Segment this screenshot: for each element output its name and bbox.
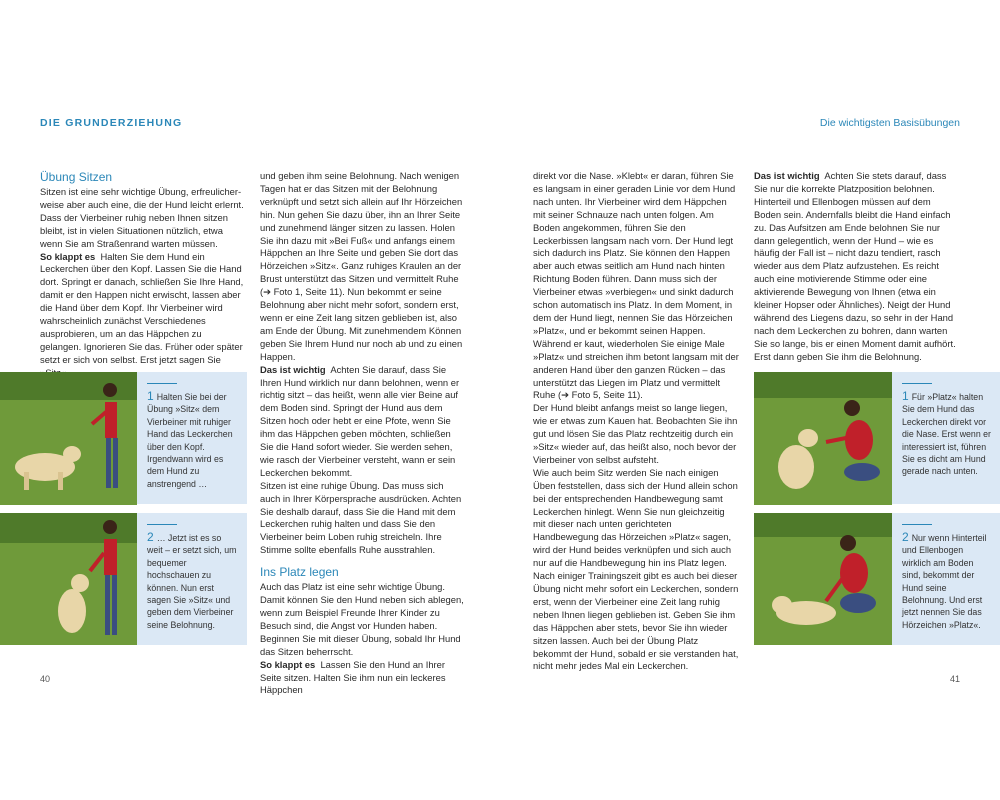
caption-text: … Jetzt ist es so weit – er setzt sich, um bequemer hochschauen zu können. Nun erst sagen Sie »Sitz« und geben dem Vierbeiner seine Belohnung. — [147, 533, 237, 630]
section-header: Die wichtigsten Basisübungen — [819, 117, 960, 129]
photo-sit-2 — [0, 513, 137, 645]
paragraph-lead: So klappt es — [40, 250, 96, 262]
caption-rule — [902, 524, 932, 525]
paragraph: Sitzen ist eine sehr wichtige Übung, erfreulicher-weise aber auch eine, die der Hund leicht erlernt. Dass der Vierbeiner ruhig neben Ihnen sitzen bleibt, ist in vielen Situationen nützlich, etwa wenn Sie am Straßenrand warten müssen. — [40, 186, 244, 249]
paragraph-text: Achten Sie stets darauf, dass Sie nur die korrekte Platzposition belohnen. Hinterteil und Ellenbogen müssen auf dem Boden sein. Andernfalls bleibt die Hand einfach zu. Das Aufsitzen am Ende belohnen Sie nur dann gelegentlich, wenn der Hund – wie es häufig der Fall ist – nicht dazu tendiert, rasch wieder aus dem Platz aufzustehen. Es reicht auch eine motivierende Stimme oder eine aktivierende Bewegung von Ihnen (etwa ein kleiner Hopser oder Ähnliches). Neigt der Hund während des Liegens dazu, so sehr in der Hand nach dem Leckerchen zu bohren, dann warten Sie so lange, bis er einen Moment damit aufhört. Erst dann geben Sie ihm die Belohnung. — [754, 170, 956, 362]
paragraph-lead: So klappt es — [260, 658, 316, 670]
paragraph: Auch das Platz ist eine sehr wichtige Übung. Damit können Sie den Hund neben sich ablegen, wenn zum Beispiel Freunde Ihrer Kinder zu Besuch sind, die Angst vor Hunden haben. Beginnen Sie mit dieser Übung, sobald Ihr Hund das Sitzen beherrscht. — [260, 581, 464, 657]
text-column-4 — [754, 170, 960, 364]
text-column-1 — [40, 170, 244, 380]
paragraph: Der Hund bleibt anfangs meist so lange liegen, wie er etwas zum Kauen hat. Beobachten Sie ihn gut und lösen Sie das Platz rechtzeitig durch ein »Sitz« wieder auf, das heißt also, noch bevor der Vierbeiner von selbst aufsteht. — [533, 402, 738, 465]
caption-text: Für »Platz« halten Sie dem Hund das Leckerchen direkt vor die Nase. Erst wenn er interessiert ist, führen Sie es dicht am Hund gerade nach unten. — [902, 392, 991, 477]
photo-caption-1 — [137, 372, 247, 504]
paragraph — [40, 251, 244, 380]
photo-caption-3 — [892, 372, 1000, 504]
paragraph-text: Halten Sie dem Hund ein Leckerchen über den Kopf. Lassen Sie die Hand dort. Springt er danach, schließen Sie Ihre Hand, damit er den Happen nicht erwischt, lassen aber die Hand über dem Kopf. Ihr Vierbeiner wird wahrscheinlich zunächst Verschiedenes ausprobieren, um an das Häppchen zu gelangen. Ignorieren Sie das. Früher oder später setzt er sich von selbst. Erst jetzt sagen Sie — [40, 250, 244, 365]
caption-number: 1 — [902, 389, 909, 403]
caption-number: 1 — [147, 389, 154, 403]
paragraph: und geben ihm seine Belohnung. Nach wenigen Tagen hat er das Sitzen mit der Belohnung verknüpft und setzt sich allein auf Ihr Hörzeichen hin. Nun gehen Sie dazu über, ihn an Ihrer Seite und zunehmend länger sitzen zu lassen. Holen Sie ihn dazu mit »Bei Fuß« und anfangs einem Häppchen an Ihre Seite und geben Sie dort das Hörzeichen »Sitz«. Ganz ruhiges Kraulen an der Brust unterstützt das Sitzen und vermittelt Ruhe (➔ Foto 1, Seite 11). Nun bekommt er seine Belohnung aber nicht mehr sofort, sondern erst, wenn er eine Zeit lang sitzen geblieben ist, also am Ende der Übung. Mit zunehmendem Können geben Sie Ihrem Hund nur noch ab und zu einen Happen. — [260, 170, 463, 362]
paragraph-text: Achten Sie darauf, dass Sie Ihren Hund wirklich nur dann belohnen, wenn er richtig sitzt – das heißt, wenn alle vier Beine auf dem Boden sind. Springt der Hund aus dem Sitzen hoch oder hebt er eine Pfote, wenn Sie ihm das Häppchen geben möchten, schließen Sie die Hand sofort wieder. Sie werden sehen, wie rasch der Vierbeiner versteht, wann er sein Leckerchen bekommt. — [260, 363, 460, 478]
paragraph: Sitzen ist eine ruhige Übung. Das muss sich auch in Ihrer Körpersprache ausdrücken. Achten Sie deshalb darauf, dass Sie die Hand mit dem Leckerchen ruhig halten und dass Sie den Vierbeiner beim Loben ruhig streicheln. Ihre Stimme sollte ebenfalls Ruhe ausstrahlen. — [260, 479, 462, 556]
caption-number: 2 — [147, 530, 154, 544]
photo-platz-2 — [754, 513, 892, 645]
paragraph: Wie auch beim Sitz werden Sie nach einigen Üben feststellen, dass sich der Hund allein schon bei der entsprechenden Handbewegung samt Leckerchen hinlegt. Wenn Sie nun gleichzeitig mit dieser nach unten gerichteten Handbewegung das Hörzeichen »Platz« sagen, wird der Hund beides verknüpfen und sich auch nur auf die Handbewegung hin ins Platz legen. Nach einiger Trainingszeit gibt es auch bei dieser Übung nicht mehr sofort ein Leckerchen, sondern erst, wenn der Vierbeiner eine Zeit lang ruhig neben Ihnen liegen geblieben ist. Geben Sie ihm das Häppchen aber stets, bevor Sie ihn wieder sitzen lassen. Auch bei der Übung Platz bekommt der Hund, sobald er sie verstanden hat, nicht mehr jedes Mal ein Leckerchen. — [533, 466, 739, 672]
paragraph — [754, 170, 960, 364]
page-number-right: 41 — [949, 674, 960, 684]
text-column-2 — [260, 170, 464, 697]
paragraph — [260, 364, 464, 480]
page-number-left: 40 — [40, 674, 51, 684]
caption-text: Halten Sie bei der Übung »Sitz« dem Vierbeiner mit ruhiger Hand das Leckerchen über den Kopf. Irgendwann wird es dem Hund zu anstrengend … — [147, 392, 233, 489]
paragraph — [260, 659, 464, 698]
paragraph-lead: Das ist wichtig — [754, 170, 820, 181]
text-column-3 — [533, 170, 739, 673]
photo-caption-4 — [892, 513, 1000, 645]
photo-sit-1 — [0, 372, 137, 505]
caption-text: Nur wenn Hinterteil und Ellenbogen wirklich am Boden sind, bekommt der Hund seine Belohnung. Und erst jetzt nennen Sie das Hörzeichen »Platz«. — [902, 533, 987, 630]
caption-rule — [902, 383, 932, 384]
paragraph-text: Lassen Sie den Hund an Ihrer Seite sitzen. Halten Sie ihm nun ein leckeres Häppchen — [260, 658, 446, 696]
photo-platz-1 — [754, 372, 892, 505]
paragraph: direkt vor die Nase. »Klebt« er daran, führen Sie es langsam in einer geraden Linie vor dem Hund nach unten. Ihr Vierbeiner wird dem Häppchen mit seiner Schnauze nach unten folgen. Am Boden angekommen, führen Sie den Leckerbissen langsam nach vorn. Der Hund legt sich dadurch ins Platz. Sie können den Happen aber auch etwas seitlich am Hund nach hinten Richtung Boden führen. Dann muss sich der Vierbeiner etwas »verbiegen« und sinkt dadurch schon automatisch ins Platz. In dem Moment, in dem der Hund liegt, nennen Sie das Hörzeichen »Platz«, und er bekommt seinen Happen. Während er kaut, wiederholen Sie einige Male »Platz« und streichen ihm betont langsam mit der anderen Hand über den ganzen Rücken – das unterstützt das Liegen im Platz und vermittelt Ruhe (➔ Foto 5, Seite 11). — [533, 170, 739, 401]
heading-sitzen: Übung Sitzen — [40, 170, 113, 184]
photo-caption-2 — [137, 513, 247, 645]
chapter-header: DIE GRUNDERZIEHUNG — [40, 117, 183, 129]
caption-number: 2 — [902, 530, 909, 544]
caption-rule — [147, 383, 177, 384]
paragraph-lead: Das ist wichtig — [260, 363, 326, 375]
heading-platz: Ins Platz legen — [260, 565, 339, 580]
caption-rule — [147, 524, 177, 525]
